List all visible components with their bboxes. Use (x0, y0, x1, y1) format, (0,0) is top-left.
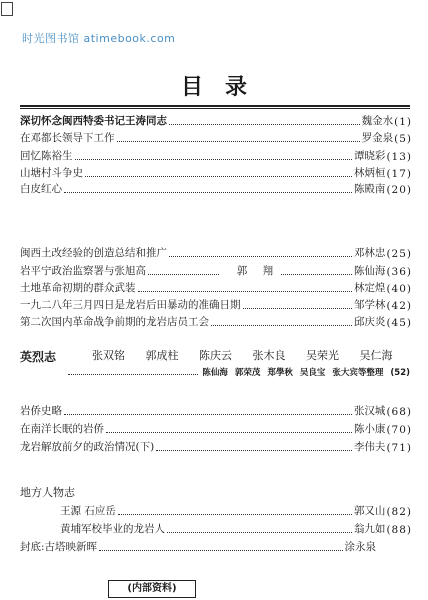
entry-coauthor: 郭 翔 (236, 265, 280, 277)
watermark: 时光图书馆 atimebook.com (22, 32, 176, 45)
leader-dots (106, 432, 352, 433)
leader-dots (138, 291, 352, 292)
entry-page: (25) (386, 248, 412, 260)
entry-author: 邱庆炎 (353, 316, 386, 328)
hero-name: 张木良 (252, 349, 286, 362)
toc-entry[interactable] (20, 438, 412, 454)
entry-page: (82) (386, 506, 412, 518)
entry-title: 黄埔军校毕业的龙岩人 (60, 523, 165, 535)
leader-dots (68, 374, 198, 375)
entry-title: 山塘村斗争史 (20, 167, 83, 179)
entry-title: 封底:古塔映新晖 (20, 541, 98, 553)
leader-dots (64, 414, 352, 415)
leader-dots (85, 176, 352, 177)
leader-dots (148, 274, 219, 275)
hero-author: 郑學秋 (267, 368, 293, 378)
entry-author: 李伟夫 (353, 441, 386, 453)
hero-name: 张双铭 (92, 349, 125, 362)
toc-entry[interactable] (20, 129, 412, 145)
hero-name: 陈庆云 (199, 349, 232, 362)
entry-title: 在邓都长领导下工作 (20, 132, 115, 144)
entry-author: 魏金水 (361, 115, 394, 127)
heroes-names (92, 347, 410, 363)
entry-author: 张汉城 (353, 405, 386, 417)
leader-dots (75, 159, 352, 160)
entry-title: 龙岩解放前夕的政治情况(下) (20, 441, 155, 453)
toc-entry[interactable] (20, 112, 412, 128)
hero-name: 吴仁海 (359, 349, 393, 362)
leader-dots (118, 514, 352, 515)
toc-entry[interactable] (20, 296, 412, 312)
entry-author: 林炳桓 (353, 167, 386, 179)
entry-page: (70) (386, 424, 412, 436)
hero-author: 陈仙海 (202, 368, 228, 378)
entry-title: 王源 石应岳 (60, 505, 116, 517)
entry-title: 闽西土改经验的创造总结和推广 (20, 247, 167, 259)
toc-entry[interactable] (20, 262, 412, 278)
toc-entry[interactable] (20, 420, 412, 436)
entry-page: (88) (386, 524, 412, 536)
entry-page: (40) (386, 283, 412, 295)
entry-author: 郭又山 (353, 505, 386, 517)
leader-dots (243, 308, 352, 309)
heroes-authors-line[interactable] (68, 362, 410, 378)
hero-name: 郭成柱 (145, 349, 179, 362)
entry-author: 谭晓彩 (353, 150, 386, 162)
entry-page: (42) (386, 300, 412, 312)
entry-author: 涂永泉 (344, 541, 376, 553)
entry-page: (36) (386, 266, 412, 278)
entry-author: 翁九如 (353, 523, 386, 535)
hero-author: 吴良宝 (299, 368, 326, 378)
entry-page: (52) (390, 368, 410, 378)
entry-page: (68) (386, 406, 412, 418)
toc-entry[interactable] (60, 502, 412, 518)
entry-page: (71) (386, 442, 412, 454)
entry-author: 陈殿南 (353, 183, 386, 195)
entry-author: 陈小康 (353, 423, 386, 435)
leader-dots (99, 550, 342, 551)
hero-author: 张大宾等整理 (332, 368, 384, 378)
entry-page: (17) (386, 168, 412, 180)
toc-entry[interactable] (20, 147, 412, 163)
corner-mark (1, 2, 13, 16)
toc-entry[interactable] (20, 164, 412, 180)
leader-dots (117, 141, 360, 142)
entry-page: (45) (386, 317, 412, 329)
title-rule-thick (20, 105, 410, 107)
entry-author: 罗金泉 (361, 132, 394, 144)
entry-title: 回忆陈裕生 (20, 150, 73, 162)
internal-material-label: (内部资料) (108, 580, 196, 598)
entry-title: 一九二八年三月四日是龙岩后田暴动的准确日期 (20, 299, 241, 311)
leader-dots (156, 450, 352, 451)
toc-entry[interactable] (20, 402, 412, 418)
leader-dots (211, 325, 352, 326)
entry-title: 土地革命初期的群众武装 (20, 282, 136, 294)
entry-title: 白皮红心 (20, 183, 62, 195)
entry-page: (1) (394, 116, 412, 128)
page-title: 目录 (180, 74, 269, 100)
entry-title: 第二次国内革命战争前期的龙岩店员工会 (20, 316, 209, 328)
toc-entry[interactable] (20, 180, 412, 196)
entry-author: 林定煌 (353, 282, 386, 294)
entry-title: 岩侨史略 (20, 405, 62, 417)
entry-title: 深切怀念闽西特委书记王涛同志 (20, 115, 167, 127)
toc-entry[interactable] (20, 279, 412, 295)
toc-entry[interactable] (60, 520, 412, 536)
entry-page: (5) (394, 133, 412, 145)
toc-entry[interactable] (20, 313, 412, 329)
entry-page: (20) (386, 184, 412, 196)
toc-entry-cover[interactable] (20, 538, 376, 554)
entry-author: 陈仙海 (353, 265, 386, 277)
leader-dots (281, 274, 352, 275)
entry-author: 邓林忠 (353, 247, 386, 259)
title-rule-thin (20, 108, 410, 109)
hero-author: 郭荣茂 (234, 368, 261, 378)
heroes-heading: 英烈志 (20, 350, 57, 364)
entry-title: 在南洋长眠的岩侨 (20, 423, 104, 435)
entry-page: (13) (386, 151, 412, 163)
leader-dots (64, 192, 352, 193)
entry-author: 邹学林 (353, 299, 386, 311)
toc-entry[interactable] (20, 244, 412, 260)
entry-title: 岩平宁政治监察署与张旭高 (20, 265, 146, 277)
hero-name: 吴荣光 (306, 349, 339, 362)
leader-dots (167, 532, 352, 533)
leader-dots (169, 124, 360, 125)
local-heading: 地方人物志 (20, 486, 75, 499)
leader-dots (169, 256, 352, 257)
